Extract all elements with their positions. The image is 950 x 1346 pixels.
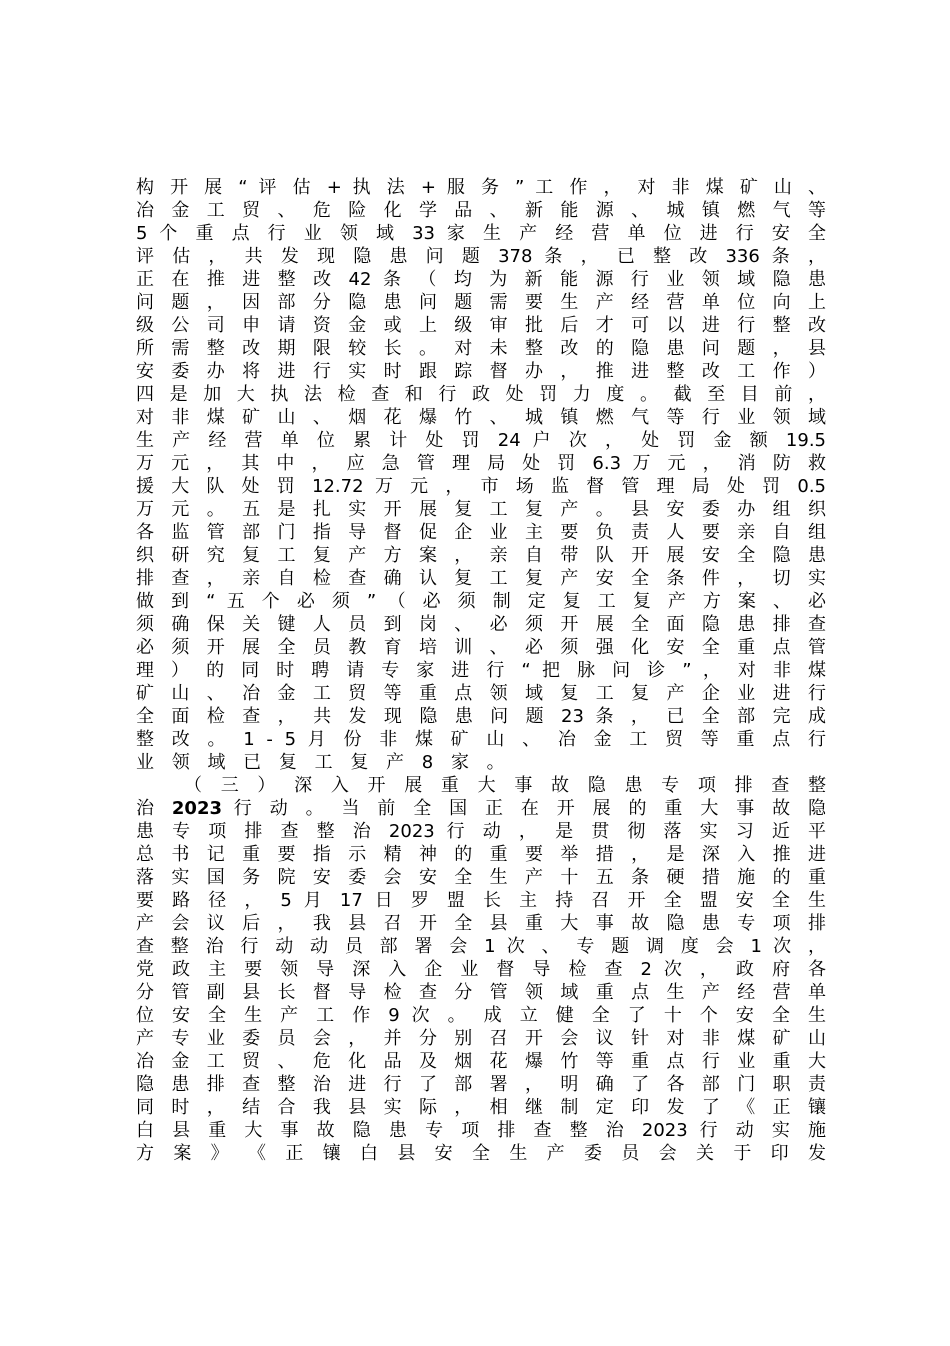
text-line: 援 大 队 处 罚 12.72 万 元 ， 市 场 监 督 管 理 局 处 罚 0.5 <box>136 476 826 497</box>
paragraph-1 <box>136 176 826 774</box>
text-line: 须 确 保 关 键 人 员 到 岗 、 必 须 开 展 全 面 隐 患 排 查 <box>136 614 826 635</box>
text-line: 冶 金 工 贸 、 危 化 品 及 烟 花 爆 竹 等 重 点 行 业 重 大 <box>136 1051 826 1072</box>
text-line: 整 改 。 1 - 5 月 份 非 煤 矿 山 、 冶 金 工 贸 等 重 点 行 <box>136 729 826 750</box>
text-line: 隐 患 排 查 整 治 进 行 了 部 署 ， 明 确 了 各 部 门 职 责 <box>136 1074 826 1095</box>
text-line: 生 产 经 营 单 位 累 计 处 罚 24 户 次 ， 处 罚 金 额 19.5 <box>136 430 826 451</box>
text-line: 位 安 全 生 产 工 作 9 次 。 成 立 健 全 了 十 个 安 全 生 <box>136 1005 826 1026</box>
text-line: 方 案 》 《 正 镶 白 县 安 全 生 产 委 员 会 关 于 印 发 <box>136 1143 826 1164</box>
text-line: 落 实 国 务 院 安 委 会 安 全 生 产 十 五 条 硬 措 施 的 重 <box>136 867 826 888</box>
document-body <box>136 176 826 1165</box>
year-bold: 2023 <box>171 798 222 819</box>
text-line: 业 领 域 已 复 工 复 产 8 家 。 <box>136 752 511 773</box>
text-line: 问 题 ， 因 部 分 隐 患 问 题 需 要 生 产 经 营 单 位 向 上 <box>136 292 826 313</box>
text-line: 级 公 司 申 请 资 金 或 上 级 审 批 后 才 可 以 进 行 整 改 <box>136 315 826 336</box>
text-line: 产 专 业 委 员 会 ， 并 分 别 召 开 会 议 针 对 非 煤 矿 山 <box>136 1028 826 1049</box>
text-line: 产 会 议 后 ， 我 县 召 开 全 县 重 大 事 故 隐 患 专 项 排 <box>136 913 826 934</box>
text-line: 排 查 ， 亲 自 检 查 确 认 复 工 复 产 安 全 条 件 ， 切 实 <box>136 568 826 589</box>
text-line: 查 整 治 行 动 动 员 部 署 会 1 次 、 专 题 调 度 会 1 次 ， <box>136 936 826 957</box>
text-line: 织 研 究 复 工 复 产 方 案 ， 亲 自 带 队 开 展 安 全 隐 患 <box>136 545 826 566</box>
text-line: 四 是 加 大 执 法 检 查 和 行 政 处 罚 力 度 。 截 至 目 前 ， <box>136 384 826 405</box>
text-line: 对 非 煤 矿 山 、 烟 花 爆 竹 、 城 镇 燃 气 等 行 业 领 域 <box>136 407 826 428</box>
text-fragment: 治 <box>136 798 172 819</box>
text-line: 理 ） 的 同 时 聘 请 专 家 进 行 “ 把 脉 问 诊 ” ， 对 非 煤 <box>136 660 826 681</box>
section-heading-line: （ 三 ） 深 入 开 展 重 大 事 故 隐 患 专 项 排 查 整 <box>184 775 826 796</box>
text-line: 万 元 ， 其 中 ， 应 急 管 理 局 处 罚 6.3 万 元 ， 消 防 救 <box>136 453 826 474</box>
text-line: 做 到 “ 五 个 必 须 ” （ 必 须 制 定 复 工 复 产 方 案 、 必 <box>136 591 826 612</box>
text-line: 白 县 重 大 事 故 隐 患 专 项 排 查 整 治 2023 行 动 实 施 <box>136 1120 826 1141</box>
text-line: 万 元 。 五 是 扎 实 开 展 复 工 复 产 。 县 安 委 办 组 织 <box>136 499 826 520</box>
text-line: 患 专 项 排 查 整 治 2023 行 动 ， 是 贯 彻 落 实 习 近 平 <box>136 821 826 842</box>
text-line: 正 在 推 进 整 改 42 条 （ 均 为 新 能 源 行 业 领 域 隐 患 <box>136 269 826 290</box>
text-line: 各 监 管 部 门 指 导 督 促 企 业 主 要 负 责 人 要 亲 自 组 <box>136 522 826 543</box>
text-line: 党 政 主 要 领 导 深 入 企 业 督 导 检 查 2 次 ， 政 府 各 <box>136 959 826 980</box>
text-line: 安 委 办 将 进 行 实 时 跟 踪 督 办 ， 推 进 整 改 工 作 ） <box>136 361 826 382</box>
text-line: 5 个 重 点 行 业 领 域 33 家 生 产 经 营 单 位 进 行 安 全 <box>136 223 826 244</box>
text-line: 冶 金 工 贸 、 危 险 化 学 品 、 新 能 源 、 城 镇 燃 气 等 <box>136 200 826 221</box>
text-line: 构 开 展 “ 评 估 + 执 法 + 服 务 ” 工 作 ， 对 非 煤 矿 山 、 <box>136 177 826 198</box>
text-fragment: 行 动 。 当 前 全 国 正 在 开 展 的 重 大 事 故 隐 <box>222 798 826 819</box>
text-line: 评 估 ， 共 发 现 隐 患 问 题 378 条 ， 已 整 改 336 条 ， <box>136 246 826 267</box>
text-line: 总 书 记 重 要 指 示 精 神 的 重 要 举 措 ， 是 深 入 推 进 <box>136 844 826 865</box>
text-line: 同 时 ， 结 合 我 县 实 际 ， 相 继 制 定 印 发 了 《 正 镶 <box>136 1097 826 1118</box>
text-line: 必 须 开 展 全 员 教 育 培 训 、 必 须 强 化 安 全 重 点 管 <box>136 637 826 658</box>
text-line: 矿 山 、 冶 金 工 贸 等 重 点 领 域 复 工 复 产 企 业 进 行 <box>136 683 826 704</box>
text-line: 要 路 径 ， 5 月 17 日 罗 盟 长 主 持 召 开 全 盟 安 全 生 <box>136 890 826 911</box>
text-line: 分 管 副 县 长 督 导 检 查 分 管 领 域 重 点 生 产 经 营 单 <box>136 982 826 1003</box>
paragraph-2 <box>136 774 826 1165</box>
text-line <box>136 797 826 820</box>
text-line: 所 需 整 改 期 限 较 长 。 对 未 整 改 的 隐 患 问 题 ， 县 <box>136 338 826 359</box>
text-line: 全 面 检 查 ， 共 发 现 隐 患 问 题 23 条 ， 已 全 部 完 成 <box>136 706 826 727</box>
